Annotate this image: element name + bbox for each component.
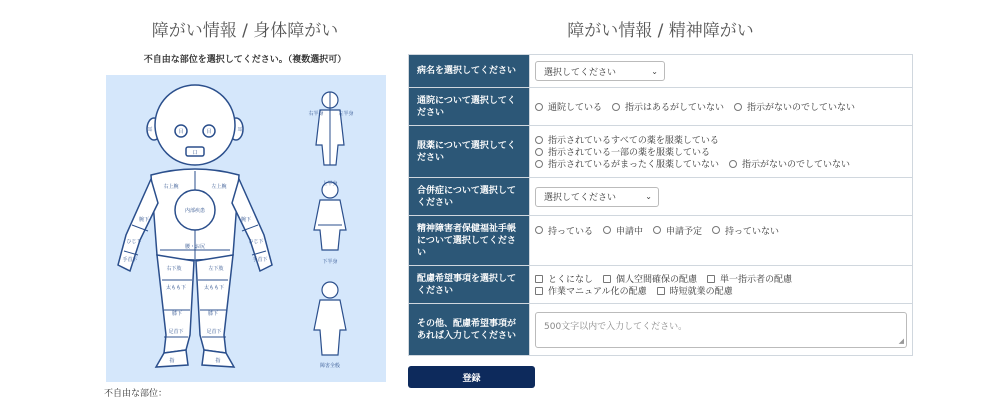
label-hand-l: 手首下 bbox=[252, 257, 268, 263]
mental-form-table bbox=[408, 54, 913, 356]
physical-title: 障がい情報 / 身体障がい bbox=[151, 21, 339, 41]
label-internal: 内部疾患 bbox=[184, 208, 206, 214]
consideration-checkbox[interactable]: 単一指示者の配慮 bbox=[707, 272, 792, 285]
label-thigh-r-top: 右下肢 bbox=[166, 266, 182, 272]
whole-body-part[interactable] bbox=[314, 300, 346, 355]
label-ear-right: 耳 bbox=[237, 127, 243, 133]
checkbox-icon bbox=[657, 287, 665, 295]
label-upper-arm-left: 左上腕 bbox=[211, 184, 227, 190]
radio-icon bbox=[612, 103, 620, 111]
checkbox-icon bbox=[535, 287, 543, 295]
complication-select[interactable]: 選択してください ⌄ bbox=[535, 187, 659, 207]
label-upper-half: 上半身 bbox=[322, 181, 338, 187]
label-hip: 腰・お尻 bbox=[184, 244, 206, 250]
row-label: 配慮希望事項を選択してください bbox=[409, 266, 530, 304]
row-label: その他、配慮希望事項があれば入力してください bbox=[409, 304, 530, 356]
checkbox-icon bbox=[535, 275, 543, 283]
mental-disability-panel bbox=[408, 0, 913, 400]
chevron-down-icon: ⌄ bbox=[651, 66, 658, 76]
body-figure bbox=[106, 75, 386, 382]
label-toe-l: 指 bbox=[215, 358, 221, 364]
radio-icon bbox=[653, 226, 661, 234]
label-ankle-l: 足首下 bbox=[206, 329, 222, 335]
body-part-selector bbox=[106, 75, 386, 382]
label-whole-body: 障害全般 bbox=[319, 363, 341, 369]
label-knee-l: 膝下 bbox=[207, 311, 219, 317]
medication-option[interactable]: 指示されているすべての薬を服薬している bbox=[535, 133, 719, 146]
row-consideration bbox=[409, 266, 913, 304]
radio-icon bbox=[535, 160, 543, 168]
label-lower-half: 下半身 bbox=[322, 259, 338, 265]
radio-icon bbox=[734, 103, 742, 111]
resize-grip-icon[interactable]: ◢ bbox=[898, 336, 904, 345]
radio-icon bbox=[603, 226, 611, 234]
disease-select[interactable]: 選択してください ⌄ bbox=[535, 61, 665, 81]
row-label: 合併症について選択してください bbox=[409, 178, 530, 216]
radio-icon bbox=[535, 136, 543, 144]
handbook-option[interactable]: 持っていない bbox=[712, 224, 779, 237]
label-thigh-r: 太もも下 bbox=[165, 285, 187, 291]
label-elbow-r: ひじ下 bbox=[126, 239, 142, 245]
row-complication bbox=[409, 178, 913, 216]
hospital-option[interactable]: 指示がないのでしていない bbox=[734, 100, 855, 113]
medication-option[interactable]: 指示がないのでしていない bbox=[729, 157, 850, 170]
radio-icon bbox=[712, 226, 720, 234]
physical-disability-panel bbox=[100, 0, 390, 400]
hospital-option[interactable]: 指示はあるがしていない bbox=[612, 100, 724, 113]
consideration-checkbox[interactable]: とくになし bbox=[535, 272, 593, 285]
row-label: 病名を選択してください bbox=[409, 55, 530, 88]
radio-icon bbox=[729, 160, 737, 168]
handbook-option[interactable]: 持っている bbox=[535, 224, 593, 237]
register-button[interactable]: 登録 bbox=[408, 366, 535, 388]
row-hospital bbox=[409, 88, 913, 126]
handbook-option[interactable]: 申請中 bbox=[603, 224, 643, 237]
label-ankle-r: 足首下 bbox=[168, 329, 184, 335]
label-elbow-l: ひじ下 bbox=[248, 239, 264, 245]
checkbox-icon bbox=[707, 275, 715, 283]
hospital-option[interactable]: 通院している bbox=[535, 100, 602, 113]
medication-option[interactable]: 指示されている一部の薬を服薬している bbox=[535, 145, 710, 158]
label-hand-r: 手首下 bbox=[122, 257, 138, 263]
label-forearm-r: 腕下 bbox=[138, 217, 150, 223]
physical-subtitle: 不自由な部位を選択してください。（複数選択可） bbox=[143, 55, 347, 65]
label-ear-left: 耳 bbox=[147, 127, 153, 133]
label-eye-left: 目 bbox=[178, 129, 184, 135]
handbook-option[interactable]: 申請予定 bbox=[653, 224, 702, 237]
label-half-left: 左半身 bbox=[338, 111, 354, 117]
consideration-checkbox[interactable]: 個人空間確保の配慮 bbox=[603, 272, 697, 285]
row-disease bbox=[409, 55, 913, 88]
radio-icon bbox=[535, 148, 543, 156]
label-mouth: 口 bbox=[192, 150, 198, 156]
consideration-checkbox[interactable]: 時短就業の配慮 bbox=[657, 284, 733, 297]
medication-option[interactable]: 指示されているがまったく服薬していない bbox=[535, 157, 719, 170]
label-toe-r: 指 bbox=[169, 358, 175, 364]
row-label: 服薬について選択してください bbox=[409, 126, 530, 178]
row-handbook bbox=[409, 216, 913, 266]
whole-body-head[interactable] bbox=[322, 282, 338, 298]
chevron-down-icon: ⌄ bbox=[645, 192, 652, 201]
row-other bbox=[409, 304, 913, 356]
label-thigh-l: 太もも下 bbox=[203, 285, 225, 291]
label-upper-arm-right: 右上腕 bbox=[163, 184, 179, 190]
checkbox-icon bbox=[603, 275, 611, 283]
radio-icon bbox=[535, 226, 543, 234]
consideration-checkbox[interactable]: 作業マニュアル化の配慮 bbox=[535, 284, 647, 297]
label-half-right: 右半身 bbox=[308, 111, 324, 117]
mental-title: 障がい情報 / 精神障がい bbox=[567, 21, 754, 41]
label-forearm-l: 腕下 bbox=[240, 217, 252, 223]
selected-parts-label: 不自由な部位： bbox=[104, 389, 168, 399]
other-consideration-textarea[interactable]: 500文字以内で入力してください。 ◢ bbox=[535, 312, 907, 348]
row-label: 通院について選択してください bbox=[409, 88, 530, 126]
label-thigh-l-top: 左下肢 bbox=[208, 266, 224, 272]
label-knee-r: 膝下 bbox=[171, 311, 183, 317]
row-label: 精神障害者保健福祉手帳について選択してください bbox=[409, 216, 530, 266]
label-eye-right: 目 bbox=[206, 129, 212, 135]
row-medication bbox=[409, 126, 913, 178]
radio-icon bbox=[535, 103, 543, 111]
